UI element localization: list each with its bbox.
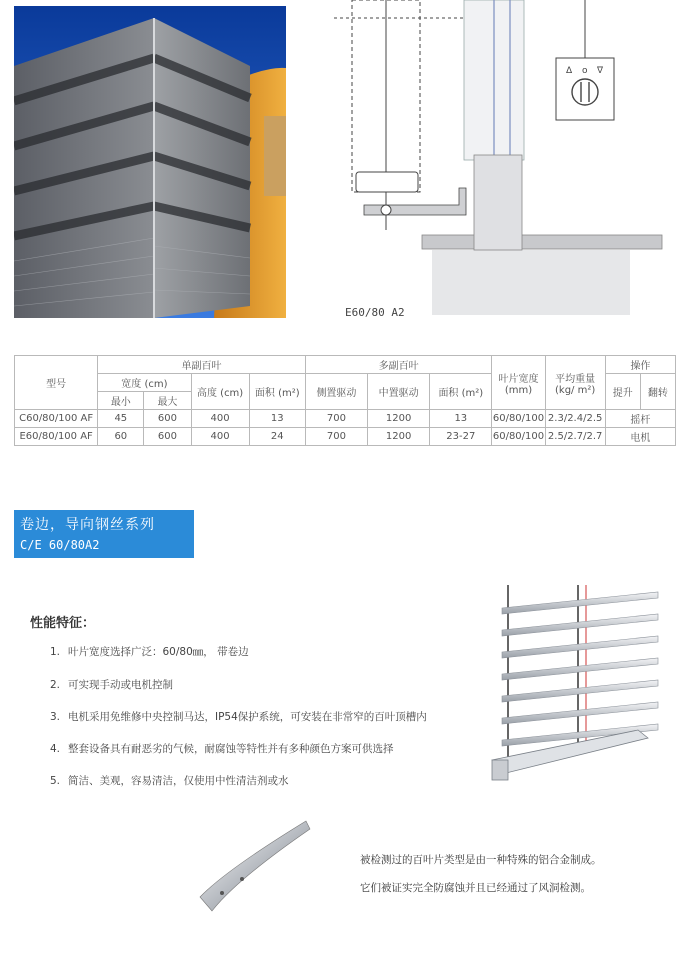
cell-area: 13	[249, 410, 305, 428]
building-photo	[14, 6, 286, 318]
header-single: 单副百叶	[98, 356, 306, 374]
switch-up-symbol: Δ	[566, 66, 573, 76]
cell-slat: 60/80/100	[492, 428, 545, 446]
spec-table	[14, 355, 676, 446]
cell-max: 600	[144, 428, 191, 446]
blind-illustration	[488, 580, 660, 790]
cell-height: 400	[191, 410, 249, 428]
cell-area2: 23-27	[430, 428, 492, 446]
header-avg-weight: 平均重量 (kg/ m²)	[545, 356, 605, 410]
cell-operation: 电机	[605, 428, 675, 446]
cell-operation: 摇杆	[605, 410, 675, 428]
cell-max: 600	[144, 410, 191, 428]
cell-model: E60/80/100 AF	[15, 428, 98, 446]
header-area: 面积 (m²)	[249, 374, 305, 410]
cell-side: 700	[305, 428, 367, 446]
cell-area2: 13	[430, 410, 492, 428]
switch-stop-symbol: o	[582, 66, 588, 76]
cell-weight: 2.3/2.4/2.5	[545, 410, 605, 428]
header-side-drive: 侧置驱动	[305, 374, 367, 410]
cell-side: 700	[305, 410, 367, 428]
cell-area: 24	[249, 428, 305, 446]
cell-center: 1200	[368, 428, 430, 446]
header-slat-width: 叶片宽度 (mm)	[492, 356, 545, 410]
slat-profile-illustration	[196, 815, 314, 915]
cell-center: 1200	[368, 410, 430, 428]
table-row	[15, 410, 676, 428]
note-line-1: 被检测过的百叶片类型是由一种特殊的铝合金制成。	[360, 854, 602, 866]
feature-item: 3. 电机采用免维修中央控制马达，IP54保护系统，可安装在非常窄的百叶顶槽内	[50, 711, 427, 723]
header-center-drive: 中置驱动	[368, 374, 430, 410]
header-operation: 操作	[605, 356, 675, 374]
features-heading: 性能特征：	[30, 616, 96, 631]
feature-item: 1. 叶片宽度选择广泛：60/80㎜， 带卷边	[50, 646, 249, 658]
cell-weight: 2.5/2.7/2.7	[545, 428, 605, 446]
header-max: 最大	[144, 392, 191, 410]
series-subtitle: C/E 60/80A2	[20, 538, 100, 552]
header-width: 宽度 (cm)	[98, 374, 191, 392]
installation-diagram	[334, 0, 680, 325]
switch-down-symbol: ∇	[597, 66, 604, 76]
diagram-caption: E60/80 A2	[345, 306, 405, 319]
table-row	[15, 428, 676, 446]
header-area2: 面积 (m²)	[430, 374, 492, 410]
series-title: 卷边，导向钢丝系列	[20, 517, 155, 533]
cell-slat: 60/80/100	[492, 410, 545, 428]
feature-item: 2. 可实现手动或电机控制	[50, 679, 173, 691]
cell-min: 45	[98, 410, 144, 428]
note-line-2: 它们被证实完全防腐蚀并且已经通过了风洞检测。	[360, 882, 591, 894]
header-lift: 提升	[605, 374, 640, 410]
cell-model: C60/80/100 AF	[15, 410, 98, 428]
feature-item: 5. 简洁、美观，容易清洁，仅使用中性清洁剂或水	[50, 775, 289, 787]
cell-height: 400	[191, 428, 249, 446]
header-min: 最小	[98, 392, 144, 410]
header-model: 型号	[15, 356, 98, 410]
header-multi: 多副百叶	[305, 356, 492, 374]
header-height: 高度 (cm)	[191, 374, 249, 410]
header-tilt: 翻转	[640, 374, 675, 410]
cell-min: 60	[98, 428, 144, 446]
feature-item: 4. 整套设备具有耐恶劣的气候，耐腐蚀等特性并有多种颜色方案可供选择	[50, 743, 394, 755]
